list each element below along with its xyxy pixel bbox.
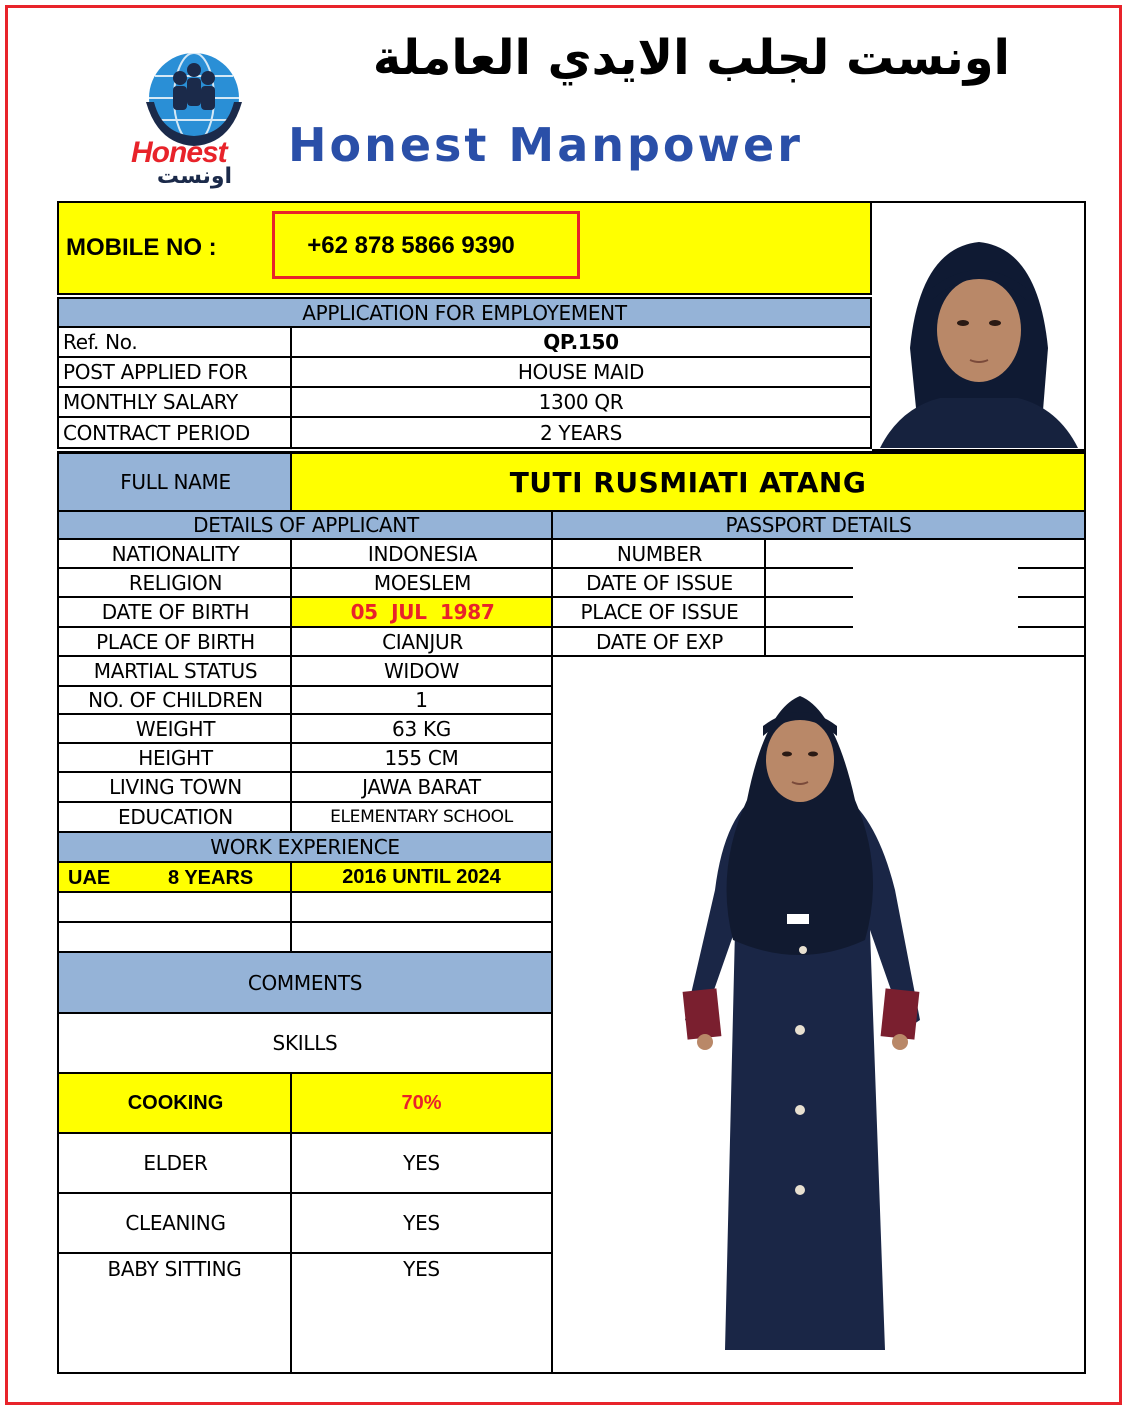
passport-number-label: NUMBER xyxy=(551,540,766,569)
company-logo xyxy=(128,40,263,190)
work-experience-empty-1a xyxy=(57,893,292,923)
nationality-label: NATIONALITY xyxy=(57,540,292,569)
monthly-salary-value: 1300 QR xyxy=(290,388,872,418)
skill-baby-sitting-label: BABY SITTING xyxy=(107,1257,242,1281)
post-applied-label: POST APPLIED FOR xyxy=(57,358,292,388)
applicant-portrait-photo xyxy=(880,238,1078,448)
passport-expiry-label: DATE OF EXP xyxy=(551,628,766,657)
work-experience-empty-2b xyxy=(290,923,553,953)
contract-period-label: CONTRACT PERIOD xyxy=(57,418,292,449)
logo-text-arabic: اونست xyxy=(156,164,233,189)
children-value: 1 xyxy=(290,687,553,715)
ref-no-label: Ref. No. xyxy=(57,328,292,358)
place-of-birth-label: PLACE OF BIRTH xyxy=(57,628,292,657)
religion-value: MOESLEM xyxy=(290,569,553,598)
weight-label: WEIGHT xyxy=(57,715,292,744)
ref-no-value: QP.150 xyxy=(290,328,872,358)
living-town-value: JAWA BARAT xyxy=(290,773,553,803)
skill-cleaning-label: CLEANING xyxy=(57,1194,292,1254)
work-experience-duration: 8 YEARS xyxy=(168,866,254,889)
marital-status-value: WIDOW xyxy=(290,657,553,687)
logo-text-latin: Honest xyxy=(131,136,227,169)
nationality-value: INDONESIA xyxy=(290,540,553,569)
skill-elder-value: YES xyxy=(290,1134,553,1194)
height-label: HEIGHT xyxy=(57,744,292,773)
comments-header: COMMENTS xyxy=(57,953,553,1014)
education-label: EDUCATION xyxy=(57,803,292,833)
skill-cleaning-value: YES xyxy=(290,1194,553,1254)
full-name-label: FULL NAME xyxy=(57,451,292,512)
weight-value: 63 KG xyxy=(290,715,553,744)
passport-expiry-value xyxy=(764,628,1086,657)
monthly-salary-label: MONTHLY SALARY xyxy=(57,388,292,418)
date-of-birth-value: 05 JUL 1987 xyxy=(290,598,553,628)
work-experience-period: 2016 UNTIL 2024 xyxy=(290,863,553,893)
applicant-full-body-photo xyxy=(655,690,945,1370)
work-experience-empty-2a xyxy=(57,923,292,953)
passport-number-value xyxy=(764,540,1086,569)
skill-baby-sitting-value: YES xyxy=(403,1257,440,1281)
living-town-label: LIVING TOWN xyxy=(57,773,292,803)
skill-cooking-value: 70% xyxy=(290,1074,553,1134)
skill-cooking-label: COOKING xyxy=(57,1074,292,1134)
marital-status-label: MARTIAL STATUS xyxy=(57,657,292,687)
place-of-birth-value: CIANJUR xyxy=(290,628,553,657)
post-applied-value: HOUSE MAID xyxy=(290,358,872,388)
application-header: APPLICATION FOR EMPLOYEMENT xyxy=(57,297,872,328)
mobile-label: MOBILE NO : xyxy=(66,234,217,261)
company-name-arabic: اونست لجلب الايدي العاملة xyxy=(372,30,1010,86)
company-name-english: Honest Manpower xyxy=(288,118,803,172)
work-experience-empty-1b xyxy=(290,893,553,923)
passport-header: PASSPORT DETAILS xyxy=(551,512,1086,540)
skill-elder-label: ELDER xyxy=(57,1134,292,1194)
work-experience-country: UAE xyxy=(68,866,111,889)
religion-label: RELIGION xyxy=(57,569,292,598)
contract-period-value: 2 YEARS xyxy=(290,418,872,449)
height-value: 155 CM xyxy=(290,744,553,773)
passport-issue-date-label: DATE OF ISSUE xyxy=(551,569,766,598)
date-of-birth-label: DATE OF BIRTH xyxy=(57,598,292,628)
mobile-number: +62 878 5866 9390 xyxy=(307,232,515,259)
passport-redaction xyxy=(853,567,1018,631)
details-header: DETAILS OF APPLICANT xyxy=(57,512,553,540)
children-label: NO. OF CHILDREN xyxy=(57,687,292,715)
work-experience-header: WORK EXPERIENCE xyxy=(57,833,553,863)
full-name-value: TUTI RUSMIATI ATANG xyxy=(290,451,1086,512)
passport-issue-place-label: PLACE OF ISSUE xyxy=(551,598,766,628)
education-value: ELEMENTARY SCHOOL xyxy=(290,803,553,833)
skills-header: SKILLS xyxy=(57,1014,553,1074)
